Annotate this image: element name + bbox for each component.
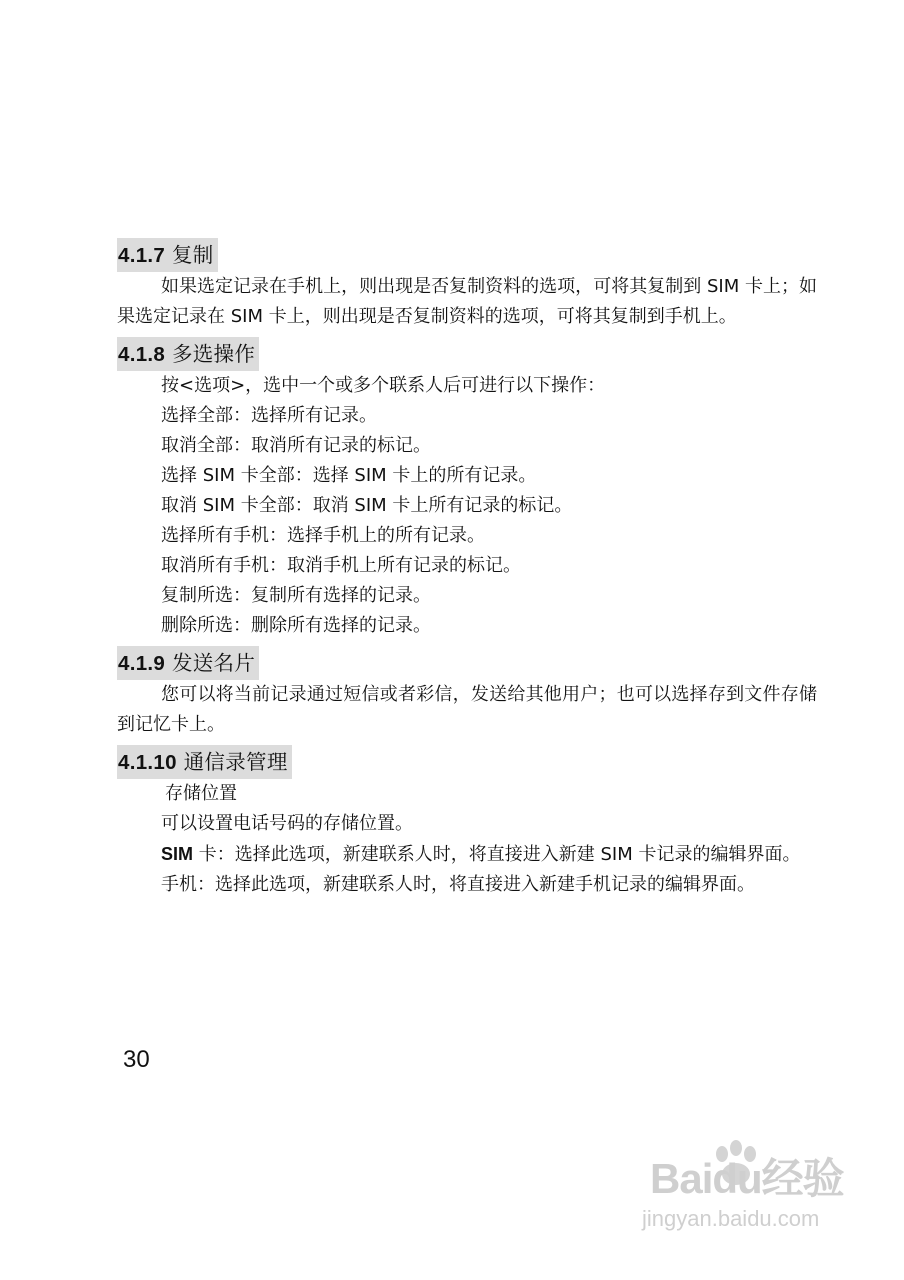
section-paragraph: 如果选定记录在手机上，则出现是否复制资料的选项，可将其复制到 SIM 卡上；如果选定记录在 SIM 卡上，则出现是否复制资料的选项，可将其复制到手机上。 <box>117 276 817 327</box>
section-heading <box>117 646 259 680</box>
sim-option-paragraph <box>117 839 817 870</box>
section-send-card <box>117 646 817 740</box>
section-paragraph: 您可以将当前记录通过短信或者彩信，发送给其他用户；也可以选择存到文件存储到记忆卡上。 <box>117 684 817 735</box>
baidu-watermark <box>640 1140 890 1250</box>
section-intro: 按<选项>，选中一个或多个联系人后可进行以下操作： <box>161 375 606 396</box>
section-heading <box>117 745 292 779</box>
list-item: 取消所有手机：取消手机上所有记录的标记。 <box>161 555 521 576</box>
section-number: 4.1.7 <box>118 244 166 267</box>
section-contacts-management <box>117 745 817 900</box>
section-number: 4.1.8 <box>118 343 166 366</box>
section-title: 多选操作 <box>171 342 256 366</box>
section-number: 4.1.9 <box>118 652 166 675</box>
list-item: 选择所有手机：选择手机上的所有记录。 <box>161 525 485 546</box>
watermark-url: jingyan.baidu.com <box>642 1206 820 1231</box>
list-item: 选择全部：选择所有记录。 <box>161 405 377 426</box>
section-heading <box>117 337 259 371</box>
phone-option-paragraph: 手机：选择此选项，新建联系人时，将直接进入新建手机记录的编辑界面。 <box>161 874 755 895</box>
sim-option-text: 卡：选择此选项，新建联系人时，将直接进入新建 SIM 卡记录的编辑界面。 <box>193 844 801 865</box>
watermark-logo-text: Baidu经验 <box>650 1155 844 1202</box>
section-heading <box>117 238 218 272</box>
list-item: 删除所选：删除所有选择的记录。 <box>161 615 431 636</box>
subheading: 存储位置 <box>165 783 237 804</box>
list-item: 取消 SIM 卡全部：取消 SIM 卡上所有记录的标记。 <box>161 495 573 516</box>
section-title: 复制 <box>171 243 214 267</box>
section-title: 通信录管理 <box>183 750 288 774</box>
section-number: 4.1.10 <box>118 751 177 774</box>
section-copy <box>117 238 817 332</box>
section-multi-select <box>117 337 817 641</box>
sim-label: SIM <box>161 844 194 864</box>
list-item: 取消全部：取消所有记录的标记。 <box>161 435 431 456</box>
page-content <box>117 238 817 905</box>
list-item: 选择 SIM 卡全部：选择 SIM 卡上的所有记录。 <box>161 465 537 486</box>
page-number: 30 <box>123 1046 150 1073</box>
list-item: 复制所选：复制所有选择的记录。 <box>161 585 431 606</box>
section-line: 可以设置电话号码的存储位置。 <box>161 813 413 834</box>
section-title: 发送名片 <box>171 651 256 675</box>
